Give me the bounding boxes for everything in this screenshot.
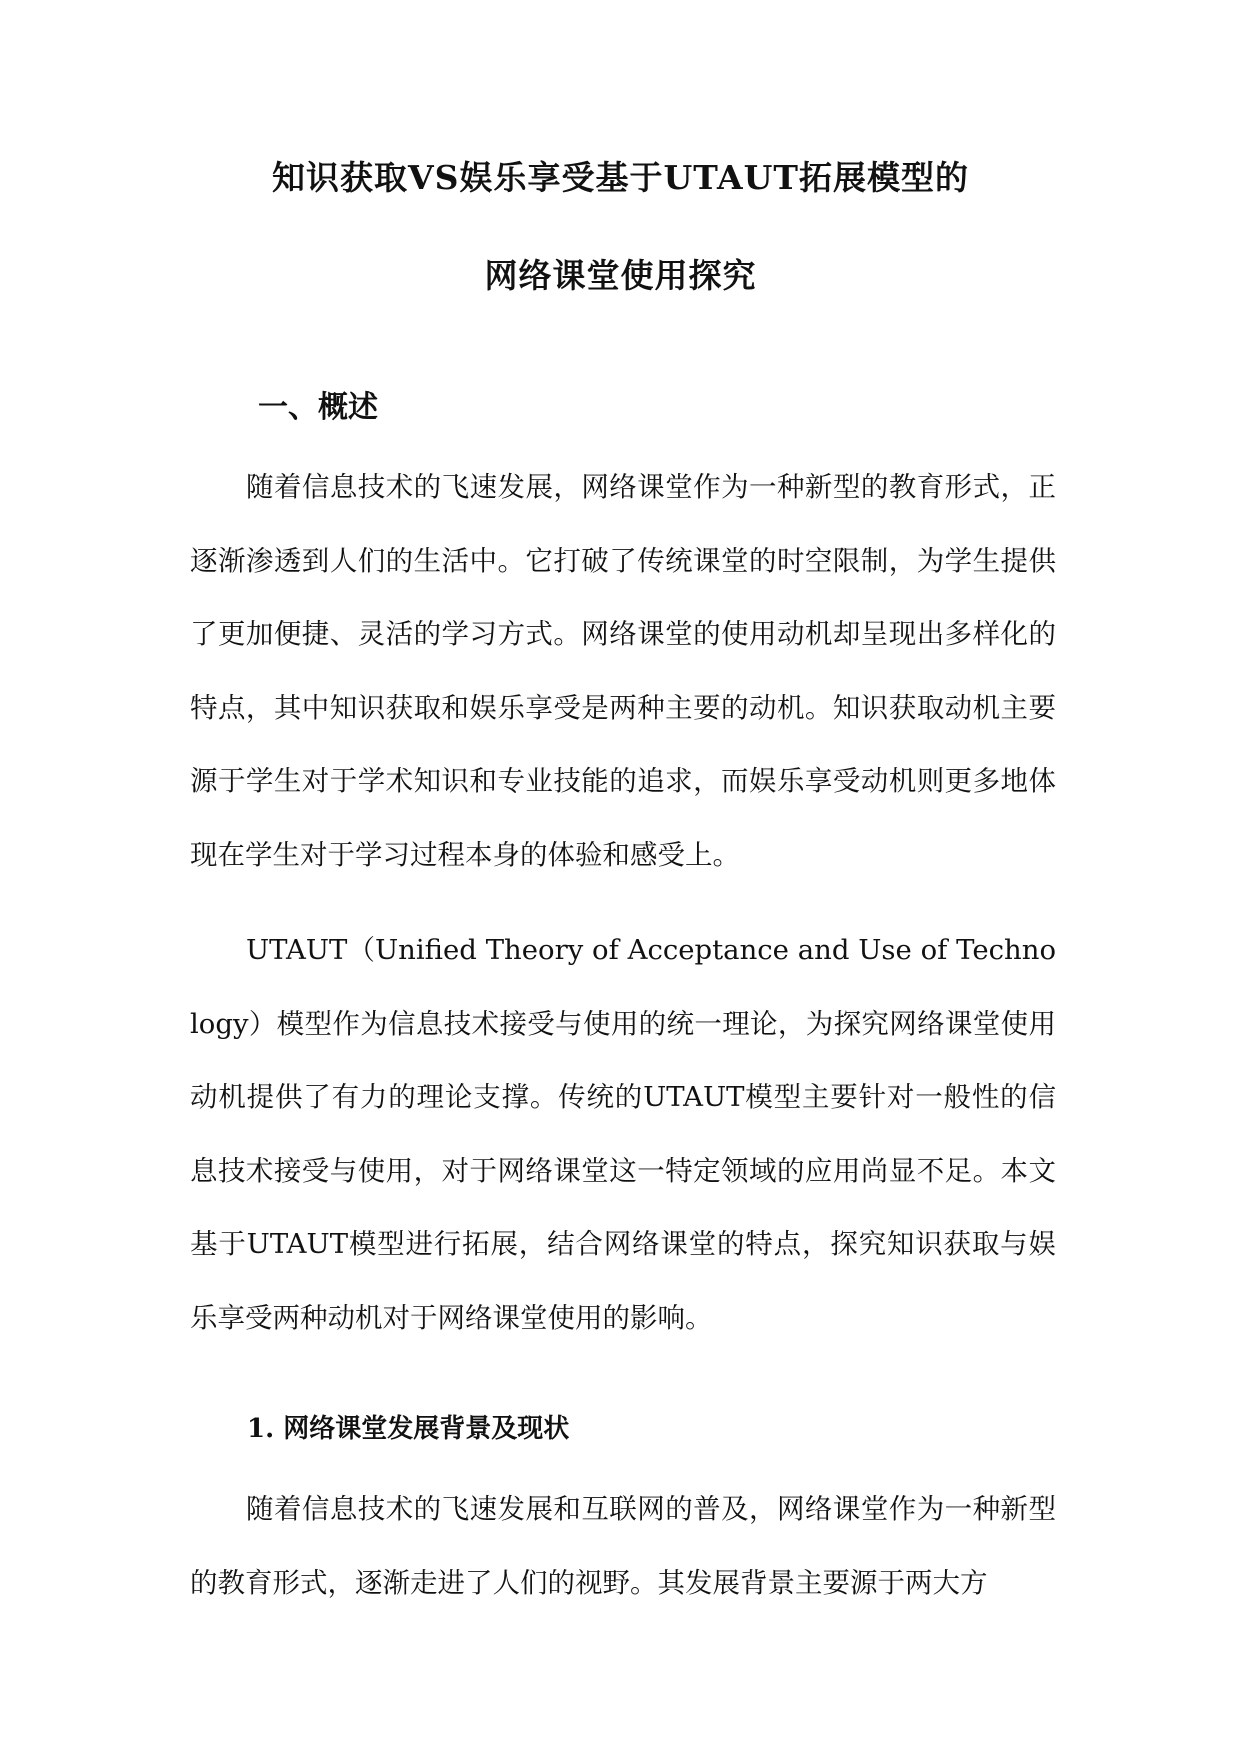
body-paragraph-2: UTAUT（Unified Theory of Acceptance and Use of Technology）模型作为信息技术接受与使用的统一理论，为探究网络课堂使用动机提供了有力的理论支撑。传统的UTAUT模型主要针对一般性的信息技术接受与使用，对于网络课堂这一特定领域的应用尚显不足。本文基于UTAUT模型进行拓展，结合网络课堂的特点，探究知识获取与娱乐享受两种动机对于网络课堂使用的影响。 [190, 934, 1056, 1334]
title-line-2: 网络课堂使用探究 [484, 256, 757, 295]
section-heading-overview: 一、概述 [258, 390, 378, 425]
title-line-1: 知识获取VS娱乐享受基于UTAUT拓展模型的 [272, 158, 969, 197]
body-paragraph-3: 随着信息技术的飞速发展和互联网的普及，网络课堂作为一种新型的教育形式，逐渐走进了人们的视野。其发展背景主要源于两大方 [190, 1493, 1056, 1599]
subsection-heading-background: 1. 网络课堂发展背景及现状 [247, 1414, 570, 1444]
body-paragraph-1: 随着信息技术的飞速发展，网络课堂作为一种新型的教育形式，正逐渐渗透到人们的生活中。它打破了传统课堂的时空限制，为学生提供了更加便捷、灵活的学习方式。网络课堂的使用动机却呈现出多样化的特点，其中知识获取和娱乐享受是两种主要的动机。知识获取动机主要源于学生对于学术知识和专业技能的追求，而娱乐享受动机则更多地体现在学生对于学习过程本身的体验和感受上。 [190, 471, 1056, 871]
